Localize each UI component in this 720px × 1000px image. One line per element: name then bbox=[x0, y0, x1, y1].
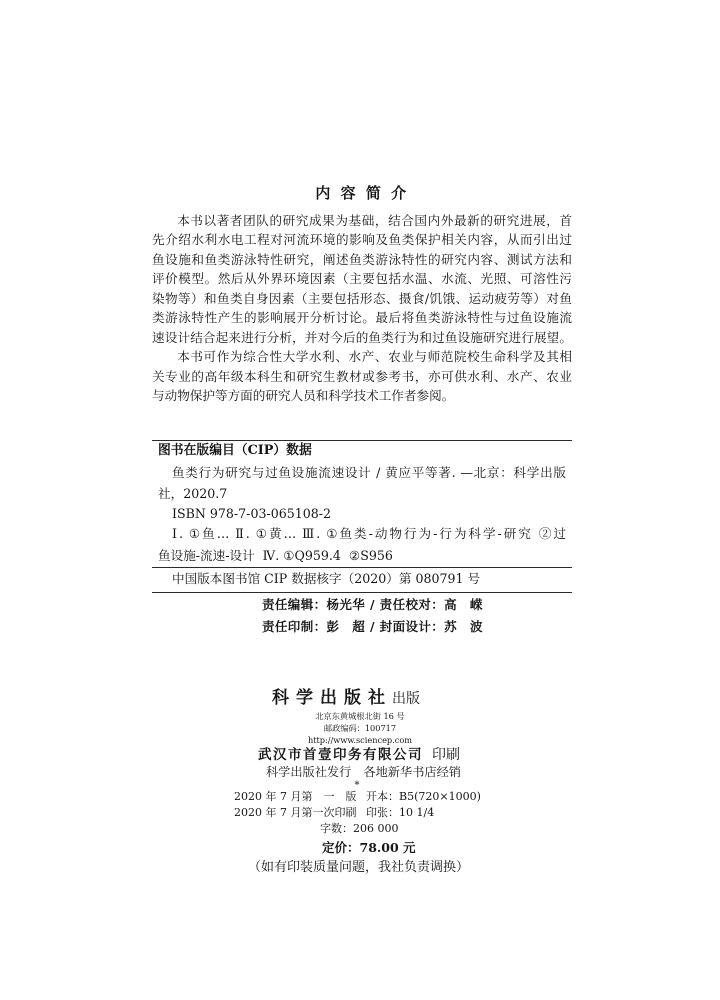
quality-notice: （如有印装质量问题，我社负责调换） bbox=[248, 860, 470, 875]
publisher-name: 科学出版社 bbox=[272, 688, 392, 708]
publisher-line bbox=[272, 687, 420, 709]
sheets-info: 印张：10 1/4 bbox=[366, 806, 435, 819]
cip-heading: 图书在版编目（CIP）数据 bbox=[158, 443, 312, 458]
printing-info: 2020 年 7 月第一次印刷 bbox=[234, 806, 357, 819]
printer-action: 印刷 bbox=[432, 747, 460, 763]
format-info: 开本：B5(720×1000) bbox=[366, 790, 481, 803]
intro-title: 内 容 简 介 bbox=[315, 184, 409, 202]
distribution-line: 科学出版社发行 各地新华书店经销 bbox=[266, 765, 461, 779]
cip-subject-line: Ⅰ. ①鱼… Ⅱ. ①黄… Ⅲ. ①鱼类-动物行为-行为科学-研究 ②过 bbox=[172, 526, 566, 541]
cip-isbn: ISBN 978-7-03-065108-2 bbox=[172, 506, 332, 521]
intro-line: 评价模型。然后从外界环境因素（主要包括水温、水流、光照、可溶性污 bbox=[152, 271, 572, 287]
intro-line: 染物等）和鱼类自身因素（主要包括形态、摄食/饥饿、运动疲劳等）对鱼 bbox=[152, 290, 572, 306]
cip-middle-rule bbox=[152, 567, 572, 568]
intro-line: 类游泳特性产生的影响展开分析讨论。最后将鱼类游泳特性与过鱼设施流 bbox=[152, 310, 572, 326]
cip-subject-line: 鱼设施-流速-设计 Ⅳ. ①Q959.4 ②S956 bbox=[158, 548, 393, 563]
cip-record-number: 中国版本图书馆 CIP 数据核字（2020）第 080791 号 bbox=[172, 571, 481, 586]
intro-line: 关专业的高年级本科生和研究生教材或参考书，亦可供水利、水产、农业 bbox=[152, 368, 572, 384]
intro-line: 本书可作为综合性大学水利、水产、农业与师范院校生命科学及其相 bbox=[177, 349, 572, 365]
separator-star: * bbox=[354, 780, 360, 791]
cip-bottom-rule bbox=[152, 592, 572, 593]
publisher-address: 北京东黄城根北街 16 号 bbox=[315, 711, 405, 721]
intro-line: 与动物保护等方面的研究人员和科学技术工作者参阅。 bbox=[152, 387, 455, 403]
cip-entry-line: 鱼类行为研究与过鱼设施流速设计 / 黄应平等著. —北京：科学出版 bbox=[172, 465, 566, 480]
cip-entry-line: 社，2020.7 bbox=[158, 486, 228, 501]
editor-credit: 责任编辑：杨光华 / 责任校对：高 嵘 bbox=[262, 597, 483, 612]
intro-line: 速设计结合起来进行分析，并对今后的鱼类行为和过鱼设施研究进行展望。 bbox=[152, 329, 572, 345]
edition-info: 2020 年 7 月第 一 版 bbox=[234, 790, 357, 803]
publisher-website: http://www.sciencep.com bbox=[307, 735, 413, 745]
publisher-postcode: 邮政编码：100717 bbox=[323, 723, 397, 733]
intro-body bbox=[152, 211, 572, 405]
price: 定价：78.00 元 bbox=[322, 840, 416, 855]
publisher-action: 出版 bbox=[392, 691, 420, 707]
printer-name: 武汉市首壹印务有限公司 bbox=[258, 747, 423, 763]
print-credit: 责任印制：彭 超 / 封面设计：苏 波 bbox=[262, 619, 483, 634]
intro-line: 本书以著者团队的研究成果为基础，结合国内外最新的研究进展，首 bbox=[177, 213, 572, 228]
intro-line: 先介绍水利水电工程对河流环境的影响及鱼类保护相关内容，从而引出过 bbox=[152, 232, 572, 248]
intro-line: 鱼设施和鱼类游泳特性研究，阐述鱼类游泳特性的研究内容、测试方法和 bbox=[152, 251, 572, 267]
word-count: 字数：206 000 bbox=[320, 822, 399, 835]
